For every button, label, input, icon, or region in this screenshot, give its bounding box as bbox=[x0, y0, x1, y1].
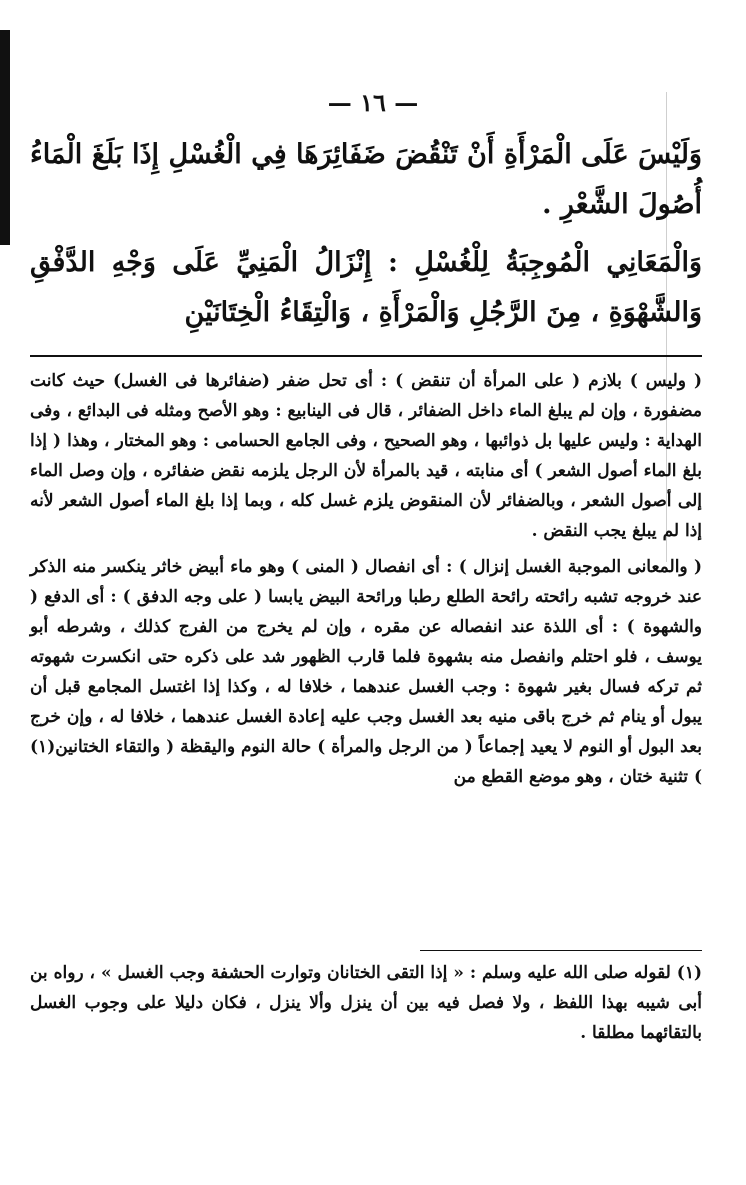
page-number: — ١٦ — bbox=[327, 88, 419, 117]
main-text-paragraph: وَالْمَعَانِي الْمُوجِبَةُ لِلْغُسْلِ : إِنْزَالُ الْمَنِيِّ عَلَى وَجْهِ الدَّفْقِ وَالشَّهْوَةِ ، مِنَ الرَّجُلِ وَالْمَرْأَةِ ، وَالْتِقَاءُ الْخِتَانَيْنِ bbox=[30, 247, 702, 328]
commentary-paragraph: ( وليس ) بلازم ( على المرأة أن تنقض ) : أى تحل ضفر (ضفائرها فى الغسل) حيث كانت مضفورة ، وإن لم يبلغ الماء داخل الضفائر ، قال فى الينابيع : وهو الأصح ومثله فى البدائع ، وفى الهداية : وليس عليها بل ذوائبها ، وهو الصحيح ، وفى الجامع الحسامى : وهو المختار ، وهذا ( إذا بلغ الماء أصول الشعر ) أى منابته ، قيد بالمرأة لأن الرجل يلزمه نقض ضفائره ، وإن وصل الماء إلى أصول الشعر ، وبالضفائر لأن المنقوض يلزم غسل كله ، وبما إذا بلغ الماء أصول الشعر لأنه إذا لم يبلغ يجب النقض . bbox=[30, 371, 702, 541]
main-text bbox=[30, 130, 702, 338]
commentary bbox=[30, 366, 702, 792]
scan-edge-shadow bbox=[0, 30, 10, 245]
footnote bbox=[30, 958, 702, 1048]
footnote-divider bbox=[420, 950, 702, 951]
footnote-text: (١) لقوله صلى الله عليه وسلم : « إذا التقى الختانان وتوارت الحشفة وجب الغسل » ، رواه بن أبى شيبه بهذا اللفظ ، ولا فصل فيه بين أن ينزل وألا ينزل ، فكان دليلا على وجوب الغسل بالتقائهما مطلقا . bbox=[29, 963, 702, 1043]
commentary-paragraph: ( والمعانى الموجبة الغسل إنزال ) : أى انفصال ( المنى ) وهو ماء أبيض خاثر ينكسر منه الذكر عند خروجه تشبه رائحته رائحة الطلع رطبا ورائحة البيض يابسا ( على وجه الدفق ) : أى الدفع ( والشهوة ) : أى اللذة عند انفصاله عن مقره ، وإن لم يخرج من الفرج كذلك ، وشرطه أبو يوسف ، فلو احتلم وانفصل منه بشهوة فلما قارب الظهور شد على ذكره حتى انكسرت شهوته ثم تركه فسال بغير شهوة : وجب الغسل عندهما ، خلافا له ، وكذا إذا اغتسل المجامع قبل أن يبول أو ينام ثم خرج باقى منيه بعد الغسل وجب عليه إعادة الغسل عندهما ، خلافا له ، وإن خرج بعد البول أو النوم لا يعيد إجماعاً ( من الرجل والمرأة ) حالة النوم واليقظة ( والتقاء الختانين(١) ) تثنية ختان ، وهو موضع القطع من bbox=[30, 557, 702, 787]
main-text-divider bbox=[30, 355, 702, 357]
main-text-paragraph: وَلَيْسَ عَلَى الْمَرْأَةِ أَنْ تَنْقُضَ ضَفَائِرَهَا فِي الْغُسْلِ إِذَا بَلَغَ الْمَاءُ أُصُولَ الشَّعْرِ . bbox=[30, 139, 702, 220]
